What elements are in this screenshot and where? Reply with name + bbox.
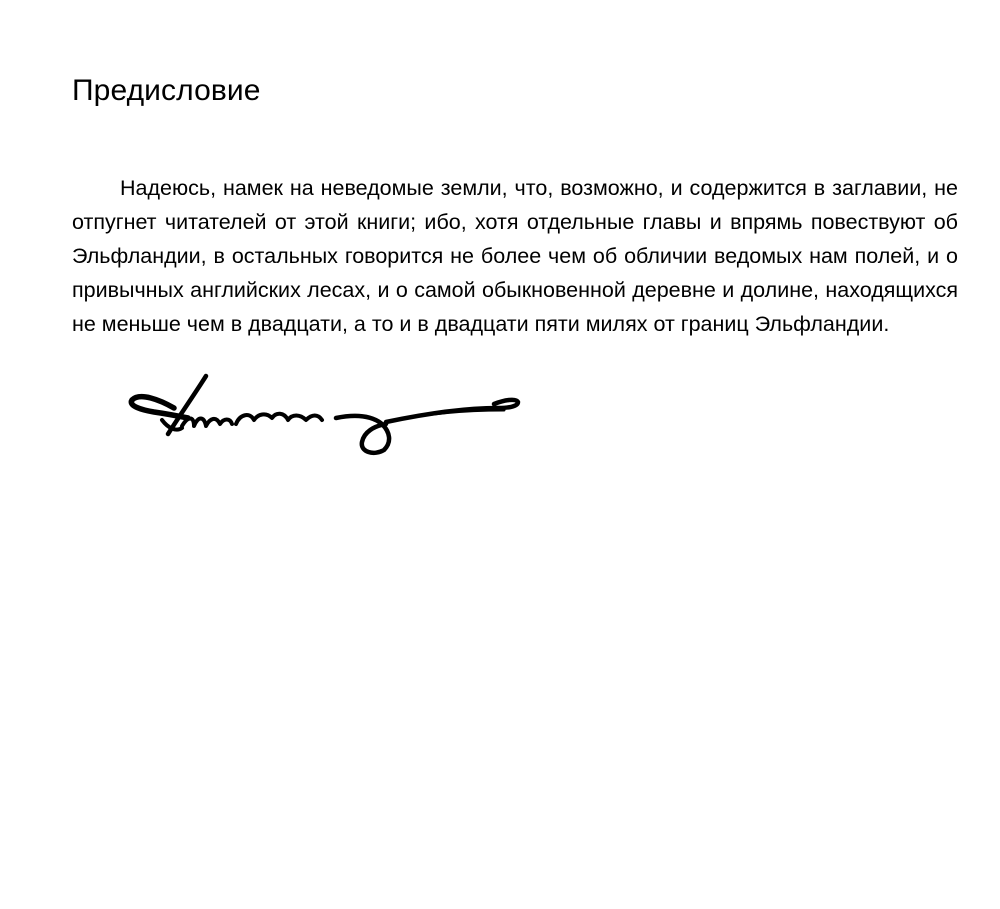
preface-paragraph: Надеюсь, намек на неведомые земли, что, возможно, и содержится в заглавии, не отпугнет читателей от этой книги; ибо, хотя отдельные главы и впрямь повествуют об Эльфландии, в остальных говорится не более чем об обличии ведомых нам полей, и о привычных английских лесах, и о самой обыкновенной деревне и долине, находящихся не меньше чем в двадцати, а то и в двадцати пяти милях от границ Эльфландии.: [72, 176, 958, 336]
page-title: Предисловие: [72, 74, 261, 107]
signature-image: [124, 368, 524, 460]
